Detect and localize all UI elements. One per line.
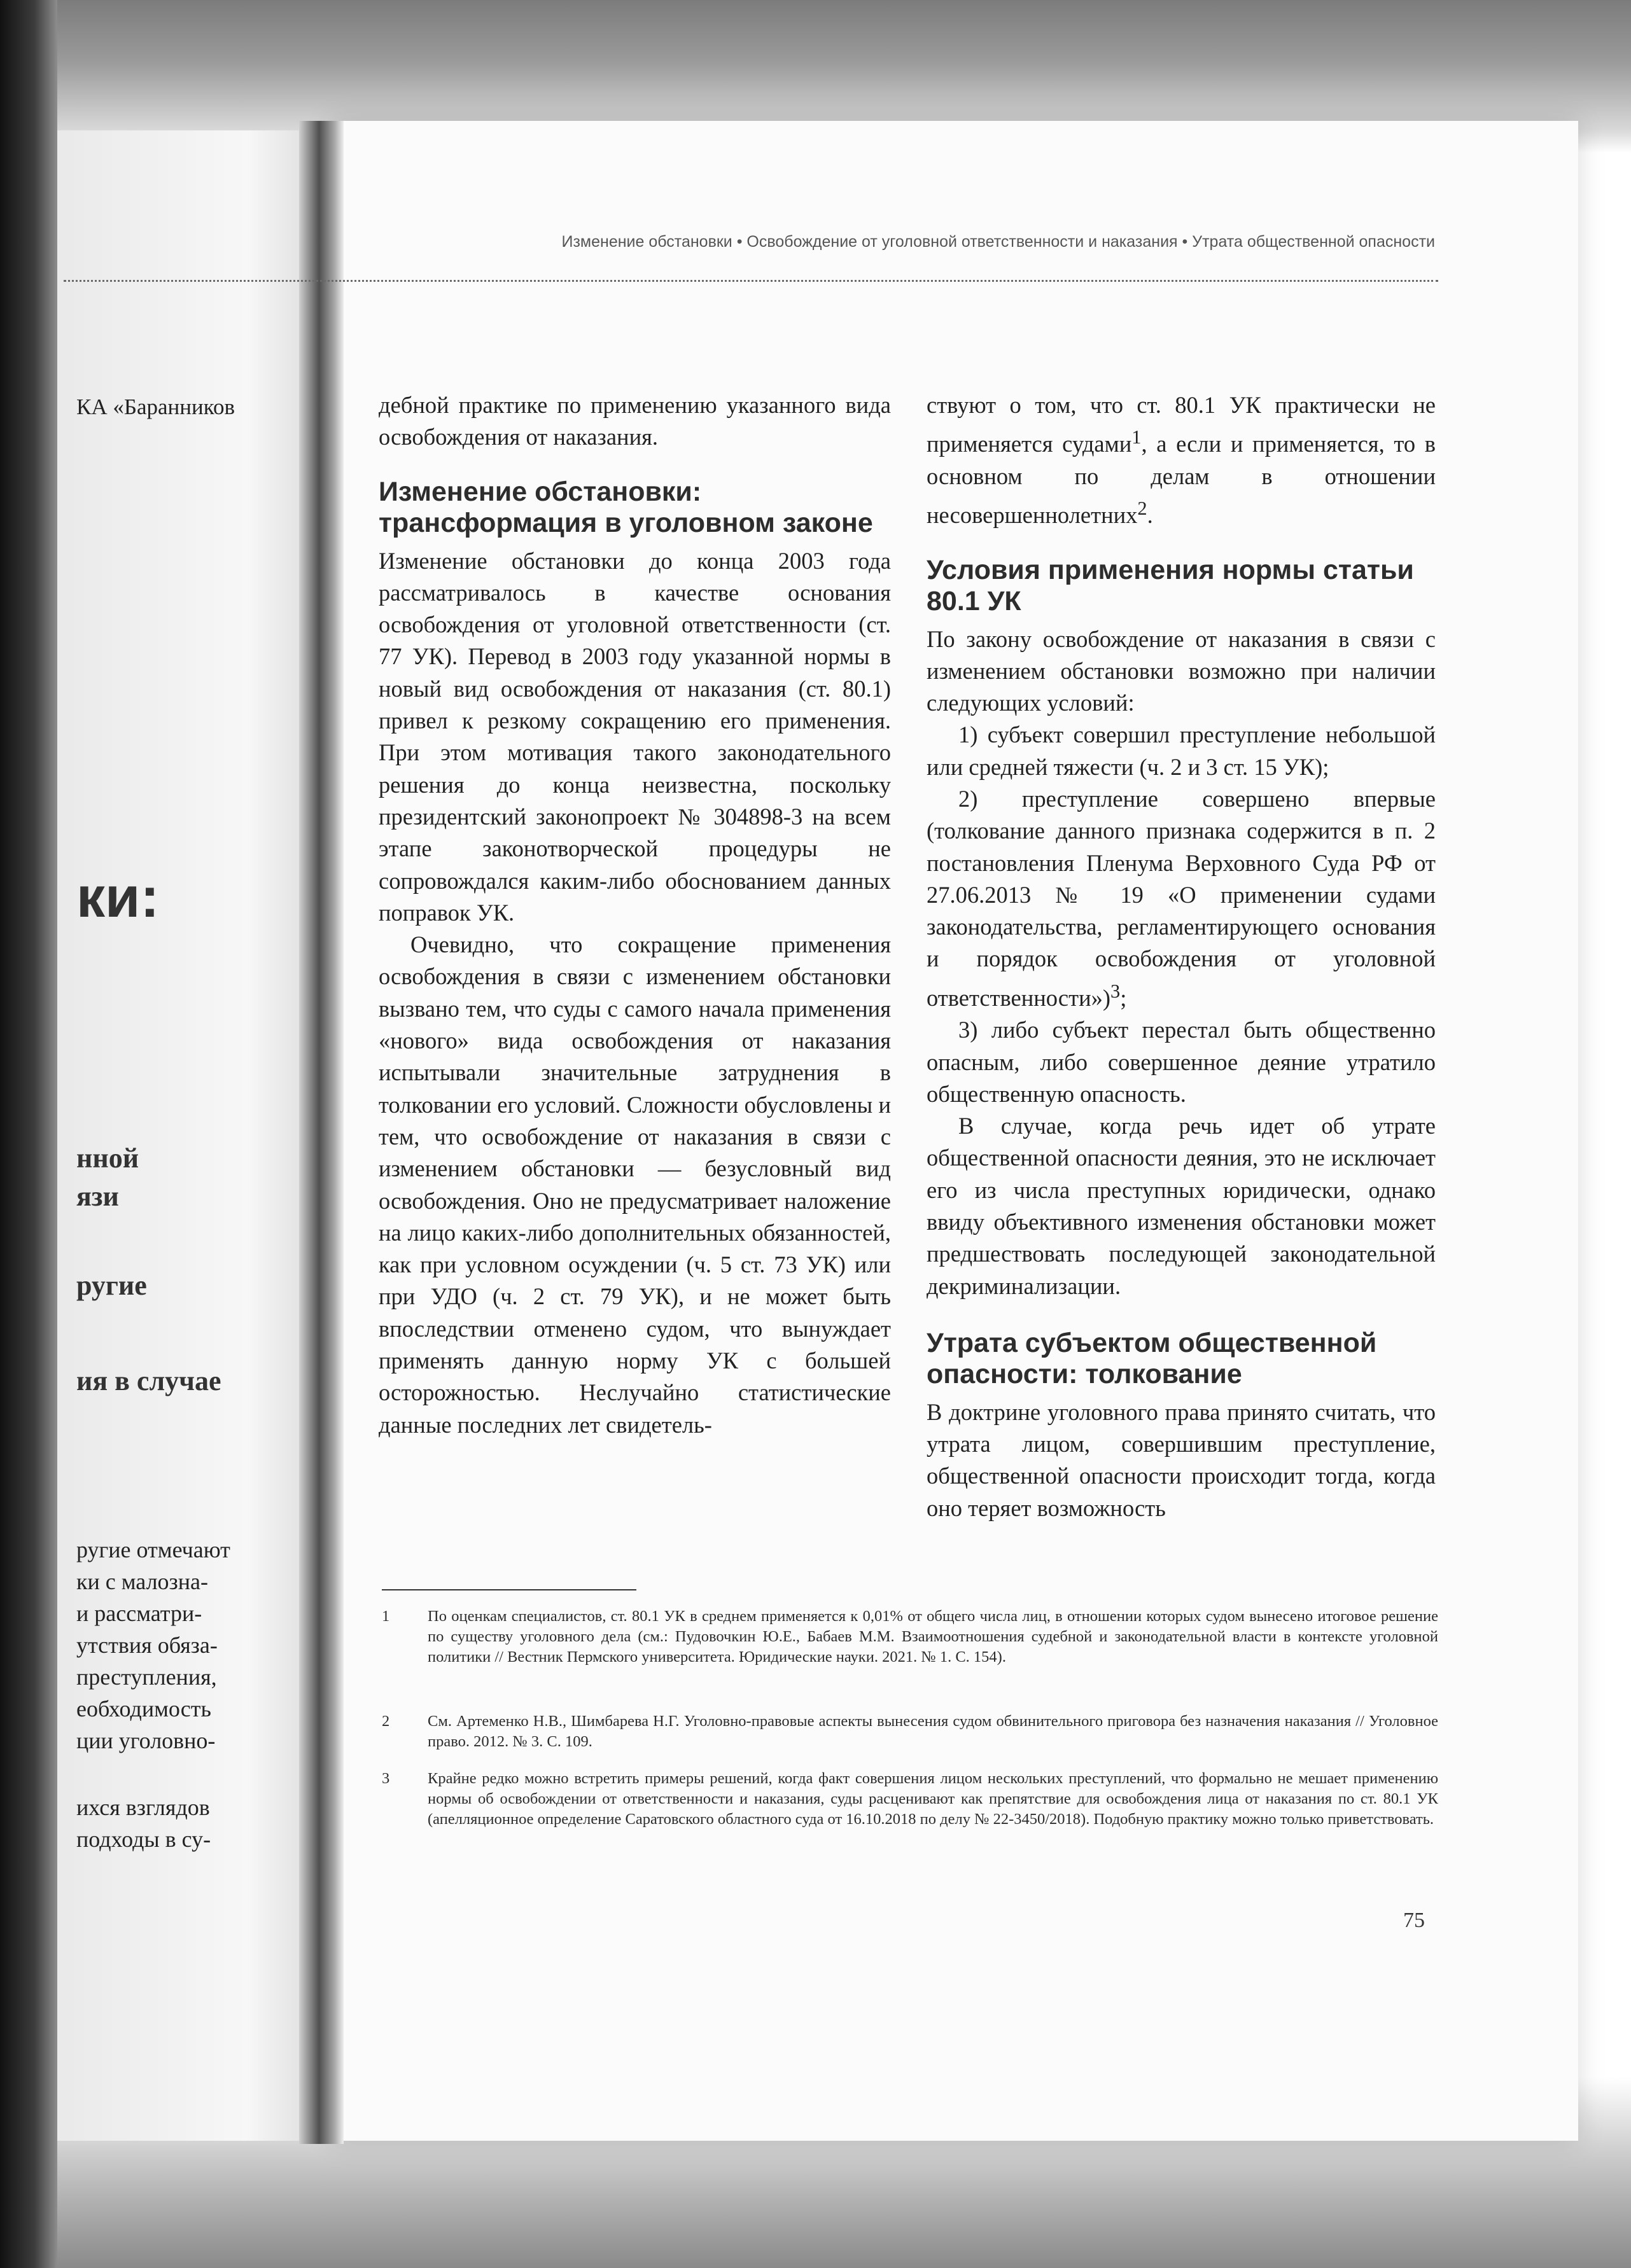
left-page-heading-line: ия в случае — [76, 1365, 221, 1396]
footnote-text: См. Артеменко Н.В., Шимбарева Н.Г. Уголовно-правовые аспекты вынесения судом обвинительного приговора без назначения наказания // Уголовное право. 2012. № 3. С. 109. — [428, 1713, 1438, 1750]
paragraph: ствуют о том, что ст. 80.1 УК практически не применяется судами$^1$, а если и применяется, то в основном по делам в отношении несовершеннолетних$^2$. — [927, 392, 1436, 529]
footnote-text: Крайне редко можно встретить примеры решений, когда факт совершения лицом нескольких преступлений, что формально не мешает применению нормы об освобождении от ответственности и наказания, суды расценивают как препятствие для освобождения лица от наказания по ст. 80.1 УК (апелляционное определение Саратовского областного суда от 16.10.2018 по делу № 22-3450/2018). Подобную практику можно только приветствовать. — [428, 1770, 1438, 1828]
paragraph: Изменение обстановки до конца 2003 года рассматривалось в качестве основания освобождения от уголовной ответственности (ст. 77 УК). Перевод в 2003 году указанной нормы в новый вид освобождения от наказания (ст. 80.1) привел к резкому сокращению его применения. При этом мотивация такого законодательного решения до конца неизвестна, поскольку президентский законопроект № 304898-3 на всем этапе законотворческой процедуры не сопровождался каким-либо обоснованием данных поправок УК. — [379, 547, 891, 926]
footnote-rule — [382, 1589, 636, 1590]
left-page-text-line: и рассматри- — [76, 1601, 202, 1626]
left-page-heading-line: нной — [76, 1143, 139, 1174]
left-page-text-line: утствия обяза- — [76, 1632, 218, 1658]
footnote-number: 1 — [382, 1608, 390, 1625]
left-page-text-line: еобходимость — [76, 1696, 211, 1722]
footnote-ref[interactable]: 1 — [1131, 426, 1142, 449]
list-item: 2) преступление совершено впервые (толкование данного признака содержится в п. 2 постановления Пленума Верховного Суда РФ от 27.06.2013 № 19 «О применении судами законодательства, регламентирующего основания и порядок освобождения от уголовной ответственности»)$^3$; — [927, 785, 1436, 1011]
footnote — [382, 1769, 1438, 1830]
left-page-heading-line: язи — [76, 1181, 119, 1212]
footnote-number: 3 — [382, 1770, 390, 1787]
left-page-heading-fragment: ки: — [76, 866, 160, 929]
section-heading: Условия применения нормы статьи 80.1 УК — [927, 554, 1414, 616]
footnote-text: По оценкам специалистов, ст. 80.1 УК в среднем применяется к 0,01% от общего числа лиц, в отношении которых судом вынесено итоговое решение по существу уголовного дела (см.: Пудовочкин Ю.Е., Бабаев М.М. Взаимоотношения судебной и законодательной власти в контексте уголовной политики // Вестник Пермского университета. Юридические науки. 2021. № 1. С. 154). — [428, 1608, 1438, 1666]
left-page-text-line: ции уголовно- — [76, 1728, 216, 1753]
footnote-ref[interactable]: 3 — [1110, 980, 1121, 1002]
book-spine — [299, 121, 344, 2144]
section-heading: Изменение обстановки: трансформация в уголовном законе — [379, 476, 873, 538]
paragraph: Очевидно, что сокращение применения освобождения в связи с изменением обстановки вызвано тем, что суды с самого начала применения «нового» вида освобождения от наказания испытывали значительные затруднения в толковании его условий. Сложности обусловлены и тем, что освобождение от наказания в связи с изменением обстановки — безусловный вид освобождения. Оно не предусматривает наложение на лицо каких-либо дополнительных обязанностей, как при условном осуждении (ч. 5 ст. 73 УК) или при УДО (ч. 2 ст. 79 УК), и не может быть впоследствии отменено судом, что вынуждает применять данную норму УК с большей осторожностью. Неслучайно статистические данные последних лет свидетель- — [379, 931, 891, 1438]
left-page-text-line: ихся взглядов — [76, 1795, 210, 1820]
footnote — [382, 1606, 1438, 1667]
footnote-number: 2 — [382, 1713, 390, 1730]
footnote-ref[interactable]: 2 — [1137, 497, 1147, 520]
paragraph: В случае, когда речь идет об утрате общественной опасности деяния, это не исключает его из числа преступных юридически, однако ввиду объективного изменения обстановки может предшествовать последующей законодательной декриминализации. — [927, 1113, 1436, 1299]
page-number: 75 — [1403, 1909, 1425, 1932]
left-page-text-line: ругие отмечают — [76, 1537, 230, 1562]
paragraph: В доктрине уголовного права принято считать, что утрата лицом, совершившим преступление, общественной опасности происходит тогда, когда оно теряет возможность — [927, 1398, 1436, 1521]
left-page-text-line: подходы в су- — [76, 1826, 211, 1852]
paragraph: По закону освобождение от наказания в связи с изменением обстановки возможно при наличии следующих условий: — [927, 625, 1436, 716]
text-column-1 — [379, 389, 891, 1441]
list-item: 3) либо субъект перестал быть общественно опасным, либо совершенное деяние утратило общественную опасность. — [927, 1017, 1436, 1107]
left-page-heading-line: ругие — [76, 1270, 147, 1301]
running-header: Изменение обстановки • Освобождение от уголовной ответственности и наказания • Утрата общественной опасности — [561, 233, 1435, 251]
section-heading: Утрата субъектом общественной опасности: толкование — [927, 1327, 1377, 1389]
scan-background-left — [0, 0, 57, 2268]
text-column-2 — [927, 389, 1436, 1524]
left-page-text-line: ки с малозна- — [76, 1569, 208, 1594]
footnote — [382, 1711, 1438, 1752]
list-item: 1) субъект совершил преступление небольшой или средней тяжести (ч. 2 и 3 ст. 15 УК); — [927, 721, 1436, 780]
left-page-text-line: преступления, — [76, 1664, 217, 1690]
paragraph: дебной практике по применению указанного вида освобождения от наказания. — [379, 392, 891, 450]
left-page-author: КА «Баранников — [76, 394, 235, 419]
header-dotted-rule — [64, 280, 1438, 282]
